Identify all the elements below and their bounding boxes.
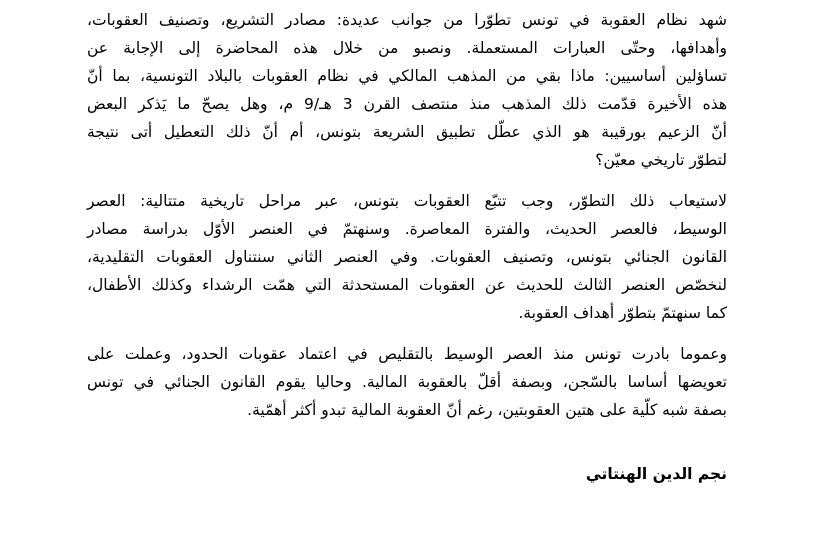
- paragraph-line: وعموما بادرت تونس منذ العصر الوسيط بالتقليص في اعتماد عقوبات الحدود، وعملت على: [87, 345, 727, 363]
- paragraph-line: بصفة شبه كلّية على هتين العقوبتين، رغم أنّ العقوبة المالية تبدو أكثر أهمّية.: [247, 401, 727, 419]
- paragraph-line: هذه الأخيرة قدّمت ذلك المذهب منذ منتصف القرن 3 هـ/9 م، وهل يصحّ ما يَذكر البعض: [87, 95, 727, 113]
- paragraph-line: الوسيط، فالعصر الحديث، والفترة المعاصرة. وسنهتمّ في العنصر الأوّل بدراسة مصادر: [87, 220, 727, 238]
- paragraph-line: أنّ الزعيم بورقيبة هو الذي عطّل تطبيق الشريعة بتونس، أم أنّ ذلك التعطيل أتى نتيجة: [87, 123, 727, 141]
- author-signature: نجم الدين الهنتاتي: [585, 465, 727, 483]
- paragraph-line: وأهدافها، وحتّى العبارات المستعملة. ونصبو من خلال هذه المحاضرة إلى الإجابة عن: [87, 39, 727, 57]
- paragraph-line: تساؤلين أساسيين: ماذا بقي من المذهب المالكي في نظام العقوبات بالبلاد التونسية، بما أنّ: [87, 67, 727, 85]
- paragraph-line: لاستيعاب ذلك التطوّر، وجب تتبّع العقوبات بتونس، عبر مراحل تاريخية متتالية: العصر: [87, 192, 727, 210]
- paragraph-3: [87, 340, 727, 424]
- paragraph-line: تعويضها أساسا بالسّجن، وبصفة أقلّ بالعقوبة المالية. وحاليا يقوم القانون الجنائي في تونس: [87, 373, 727, 391]
- paragraph-1: [87, 6, 727, 174]
- paragraph-2: [87, 187, 727, 327]
- paragraph-line: القانون الجنائي بتونس، وتصنيف العقوبات. وفي العنصر الثاني سنتناول العقوبات التقليدية،: [87, 248, 727, 266]
- paragraph-line: لنخصّص العنصر الثالث للحديث عن العقوبات المستحدثة التي همّت الرشداء وكذلك الأطفال،: [87, 276, 727, 294]
- document-body: [87, 6, 727, 437]
- paragraph-line: لتطوّر تاريخي معيّن؟: [595, 151, 727, 169]
- paragraph-line: كما سنهتمّ بتطوّر أهداف العقوبة.: [518, 304, 727, 322]
- paragraph-line: شهد نظام العقوبة في تونس تطوّرا من جوانب عديدة: مصادر التشريع، وتصنيف العقوبات،: [87, 11, 727, 29]
